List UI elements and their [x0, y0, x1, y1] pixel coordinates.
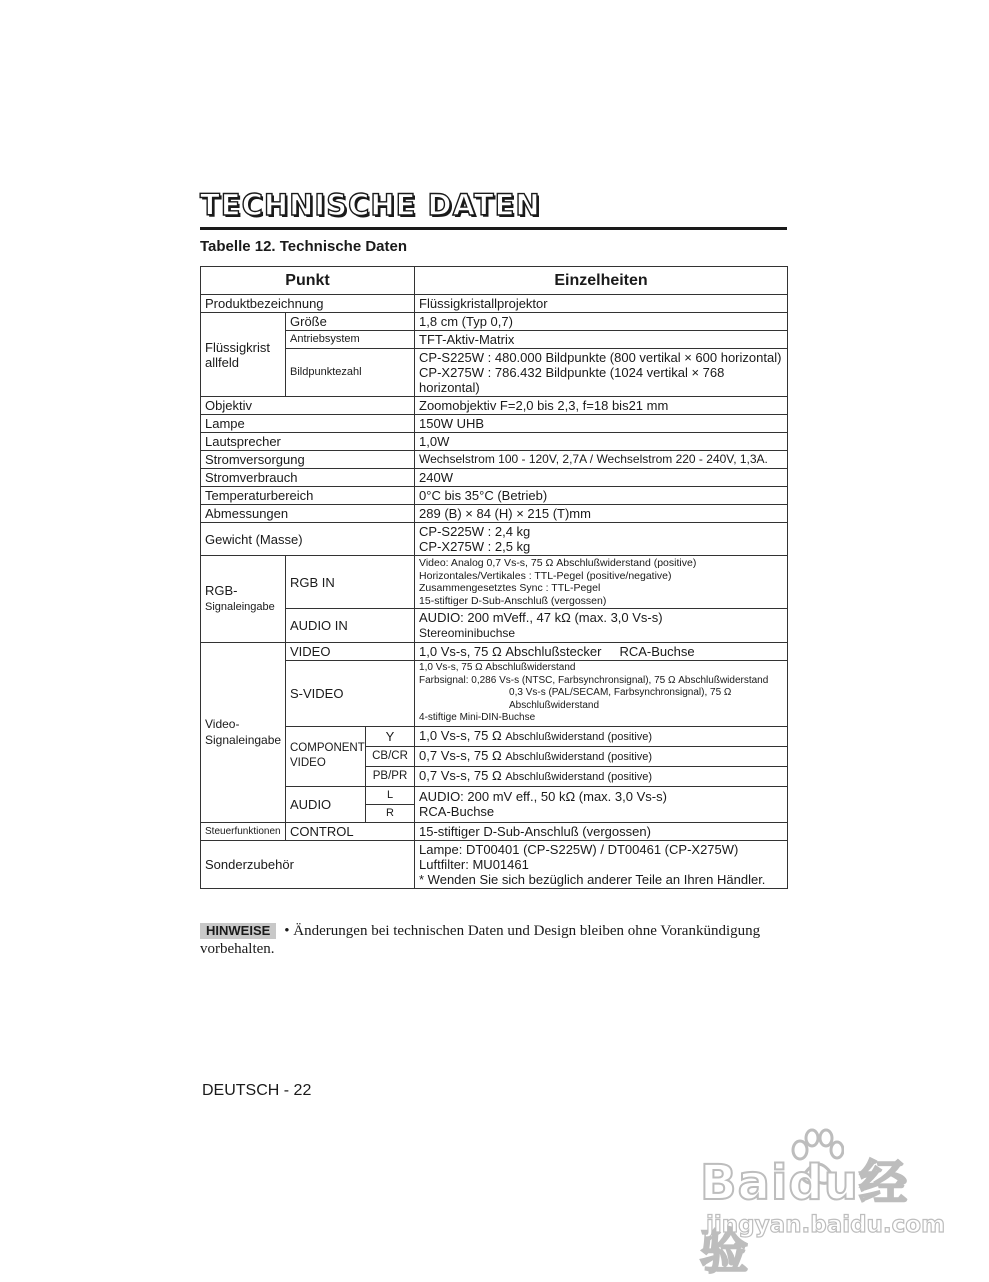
table-row [201, 451, 788, 469]
sub-label: CB/CR [366, 746, 415, 766]
row-value [415, 523, 788, 556]
value-line: CP-S225W : 2,4 kg [419, 524, 531, 539]
row-label: Stromversorgung [201, 451, 415, 469]
value-line: Horizontales/Vertikales : TTL-Pegel (positive/negative) [419, 569, 672, 582]
row-value: 15-stiftiger D-Sub-Anschluß (vergossen) [415, 822, 788, 840]
row-label: Sonderzubehör [201, 840, 415, 888]
row-label: AUDIO [286, 786, 366, 822]
group-label-rgb [201, 556, 286, 643]
table-row [201, 786, 788, 804]
table-row [201, 523, 788, 556]
value-line: 1,0 Vs-s, 75 Ω Abschlußwiderstand [419, 662, 576, 673]
table-row [201, 415, 788, 433]
label-line: COMPONENT [290, 742, 365, 754]
table-header-row [201, 267, 788, 295]
row-value: Zoomobjektiv F=2,0 bis 2,3, f=18 bis21 mm [415, 397, 788, 415]
row-value: Flüssigkristallprojektor [415, 295, 788, 313]
table-row [201, 487, 788, 505]
value-line: 0,3 Vs-s (PAL/SECAM, Farbsynchronsignal), 75 Ω Abschlußwiderstand [509, 687, 732, 711]
row-label: Bildpunktezahl [286, 349, 415, 397]
watermark-logo: Baidu经验 [700, 1155, 908, 1280]
row-value: Wechselstrom 100 - 120V, 2,7A / Wechselstrom 220 - 240V, 1,3A. [415, 451, 788, 469]
table-caption: Tabelle 12. Technische Daten [200, 238, 408, 255]
row-value: 289 (B) × 84 (H) × 215 (T)mm [415, 505, 788, 523]
header-punkt: Punkt [201, 267, 415, 295]
row-label: S-VIDEO [286, 661, 415, 727]
value-line: AUDIO: 200 mV eff., 50 kΩ (max. 3,0 Vs-s) [419, 789, 667, 804]
sub-label: PB/PR [366, 766, 415, 786]
value-line: 15-stiftiger D-Sub-Anschluß (vergossen) [419, 594, 607, 607]
value-main: 0,7 Vs-s, 75 Ω [419, 747, 502, 763]
note [200, 922, 790, 958]
value-line: AUDIO: 200 mVeff., 47 kΩ (max. 3,0 Vs-s) [419, 610, 663, 625]
value-line: CP-X275W : 2,5 kg [419, 539, 531, 554]
group-label-video [201, 643, 286, 823]
row-value [415, 556, 788, 609]
note-text: • Änderungen bei technischen Daten und Design bleiben ohne Vorankündigung vorbehalten. [200, 923, 761, 957]
table-row [201, 397, 788, 415]
table-row [201, 331, 788, 349]
row-value [415, 726, 788, 746]
value-rest: Abschlußwiderstand (positive) [505, 770, 653, 783]
group-line: Signaleingabe [205, 601, 275, 613]
sub-label: L [366, 786, 415, 804]
value-line: Farbsignal: 0,286 Vs-s (NTSC, Farbsynchronsignal), 75 Ω Abschlußwiderstand [419, 674, 769, 686]
row-value: TFT-Aktiv-Matrix [415, 331, 788, 349]
value-line: * Wenden Sie sich bezüglich anderer Teile an Ihren Händler. [419, 871, 766, 887]
header-einzelheiten: Einzelheiten [415, 267, 788, 295]
row-value [415, 746, 788, 766]
row-label: Gewicht (Masse) [201, 523, 415, 556]
group-label-panel: Flüssigkrist allfeld [201, 313, 286, 397]
table-row [201, 505, 788, 523]
table-row [201, 349, 788, 397]
value-line: Stereominibuchse [419, 626, 516, 640]
row-label: Abmessungen [201, 505, 415, 523]
row-label: Lampe [201, 415, 415, 433]
group-label-steuer: Steuerfunktionen [201, 822, 286, 840]
row-value [415, 661, 788, 727]
row-label: Stromverbrauch [201, 469, 415, 487]
table-row [201, 469, 788, 487]
watermark-url: jingyan.baidu.com [706, 1212, 946, 1238]
table-row [201, 643, 788, 661]
group-line: Signaleingabe [205, 733, 282, 748]
row-value [415, 840, 788, 888]
title-rule [200, 227, 787, 230]
row-value [415, 609, 788, 643]
row-value: 0°C bis 35°C (Betrieb) [415, 487, 788, 505]
label-line: VIDEO [290, 757, 326, 769]
value-rest: Abschlußwiderstand (positive) [505, 730, 653, 743]
row-value [415, 349, 788, 397]
sub-label: R [366, 804, 415, 822]
row-label: AUDIO IN [286, 609, 415, 643]
value-line: Luftfilter: MU01461 [419, 856, 529, 872]
row-value [415, 786, 788, 822]
row-label: Antriebsystem [286, 331, 415, 349]
value-line: Zusammengesetztes Sync : TTL-Pegel [419, 582, 601, 594]
table-row [201, 840, 788, 888]
table-row [201, 433, 788, 451]
value-line: Video: Analog 0,7 Vs-s, 75 Ω Abschlußwiderstand (positive) [419, 557, 697, 569]
value-line: Lampe: DT00401 (CP-S225W) / DT00461 (CP-X275W) [419, 841, 739, 857]
row-value: 1,8 cm (Typ 0,7) [415, 313, 788, 331]
value-line: CP-X275W : 786.432 Bildpunkte (1024 vertikal × 768 horizontal) [419, 365, 725, 395]
row-label: Größe [286, 313, 415, 331]
table-row [201, 295, 788, 313]
row-value [415, 766, 788, 786]
group-line: Video- [205, 717, 240, 732]
table-row [201, 661, 788, 727]
row-value: 240W [415, 469, 788, 487]
value-main: 0,7 Vs-s, 75 Ω [419, 767, 502, 783]
table-row [201, 822, 788, 840]
value-line: CP-S225W : 480.000 Bildpunkte (800 vertikal × 600 horizontal) [419, 350, 782, 365]
row-label: CONTROL [286, 822, 415, 840]
row-label: Temperaturbereich [201, 487, 415, 505]
spec-table [200, 266, 788, 889]
page-footer: DEUTSCH - 22 [202, 1082, 312, 1099]
table-row [201, 609, 788, 643]
table-row [201, 726, 788, 746]
row-label: RGB IN [286, 556, 415, 609]
row-label: VIDEO [286, 643, 415, 661]
watermark [700, 1128, 946, 1280]
row-label: Lautsprecher [201, 433, 415, 451]
row-label [286, 726, 366, 786]
value-line: RCA-Buchse [419, 804, 495, 819]
value-main: 1,0 Vs-s, 75 Ω [419, 727, 502, 743]
row-label: Objektiv [201, 397, 415, 415]
page-title: TECHNISCHE DATEN [200, 188, 541, 222]
row-value: 150W UHB [415, 415, 788, 433]
row-label: Produktbezeichnung [201, 295, 415, 313]
group-line: RGB- [205, 583, 238, 598]
row-value: 1,0 Vs-s, 75 Ω Abschlußstecker RCA-Buchse [415, 643, 788, 661]
note-badge: HINWEISE [200, 923, 276, 939]
row-value: 1,0W [415, 433, 788, 451]
sub-label: Y [366, 726, 415, 746]
table-row [201, 556, 788, 609]
table-row [201, 313, 788, 331]
value-line: 4-stiftige Mini-DIN-Buchse [419, 712, 536, 723]
value-rest: Abschlußwiderstand (positive) [505, 750, 653, 763]
